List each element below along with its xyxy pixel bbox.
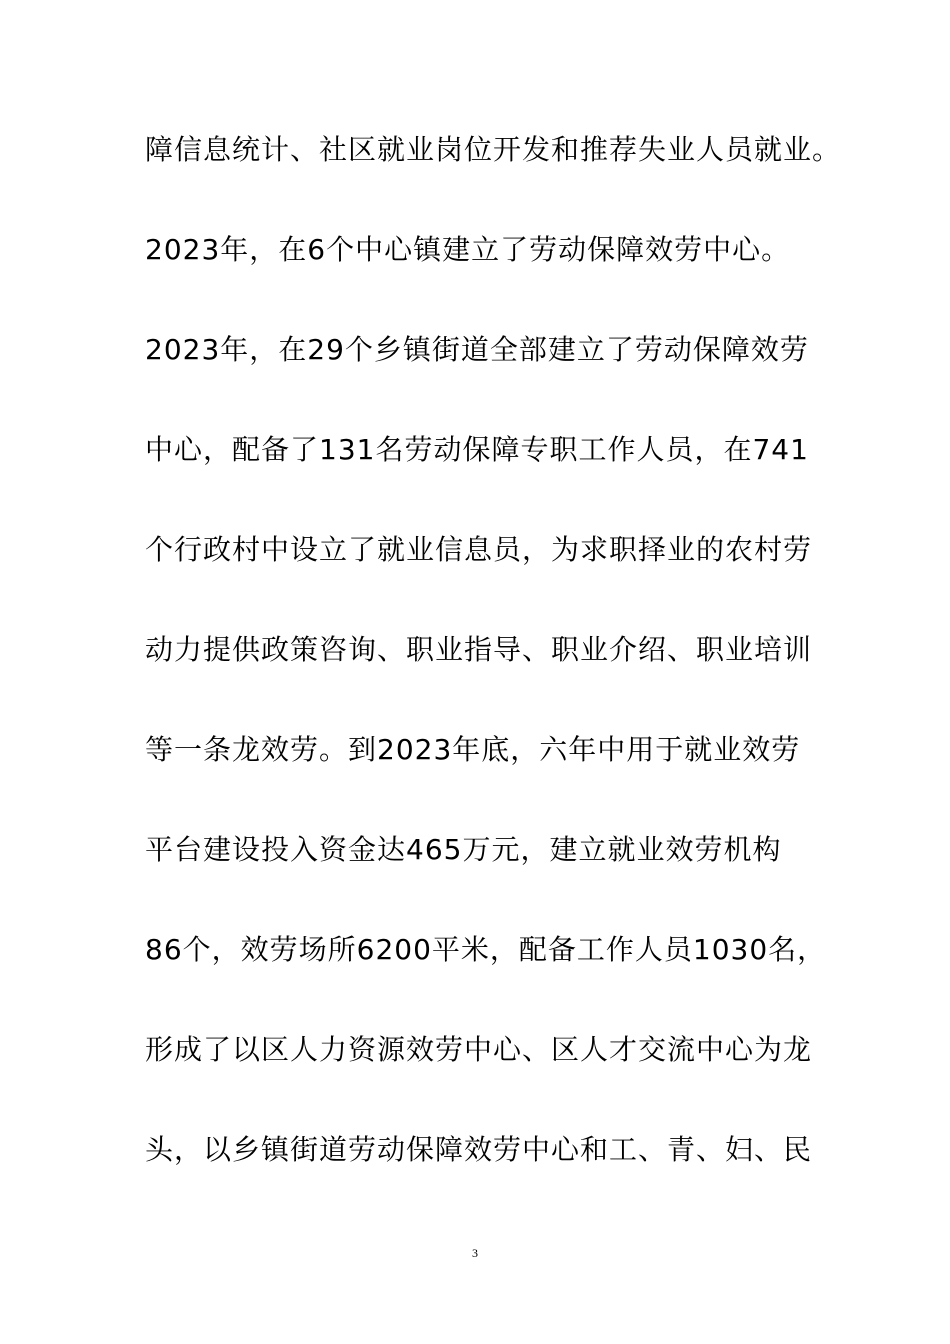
text-line: 个行政村中设立了就业信息员，为求职择业的农村劳 (145, 533, 813, 566)
text-line: 2023年，在6个中心镇建立了劳动保障效劳中心。 (145, 233, 791, 266)
text-line: 形成了以区人力资源效劳中心、区人才交流中心为龙 (145, 1033, 813, 1066)
text-line: 平台建设投入资金达465万元，建立就业效劳机构 (145, 833, 782, 866)
text-line: 86个，效劳场所6200平米，配备工作人员1030名， (145, 933, 827, 966)
body-text (145, 125, 845, 1225)
text-line: 障信息统计、社区就业岗位开发和推荐失业人员就业。 (145, 133, 842, 166)
text-line: 等一条龙效劳。到2023年底，六年中用于就业效劳 (145, 733, 801, 766)
text-line: 2023年，在29个乡镇街道全部建立了劳动保障效劳 (145, 333, 809, 366)
page-number: 3 (472, 1246, 478, 1260)
text-line: 头，以乡镇街道劳动保障效劳中心和工、青、妇、民 (145, 1133, 813, 1166)
text-line: 中心，配备了131名劳动保障专职工作人员，在741 (145, 433, 809, 466)
text-line: 动力提供政策咨询、职业指导、职业介绍、职业培训 (145, 633, 813, 666)
